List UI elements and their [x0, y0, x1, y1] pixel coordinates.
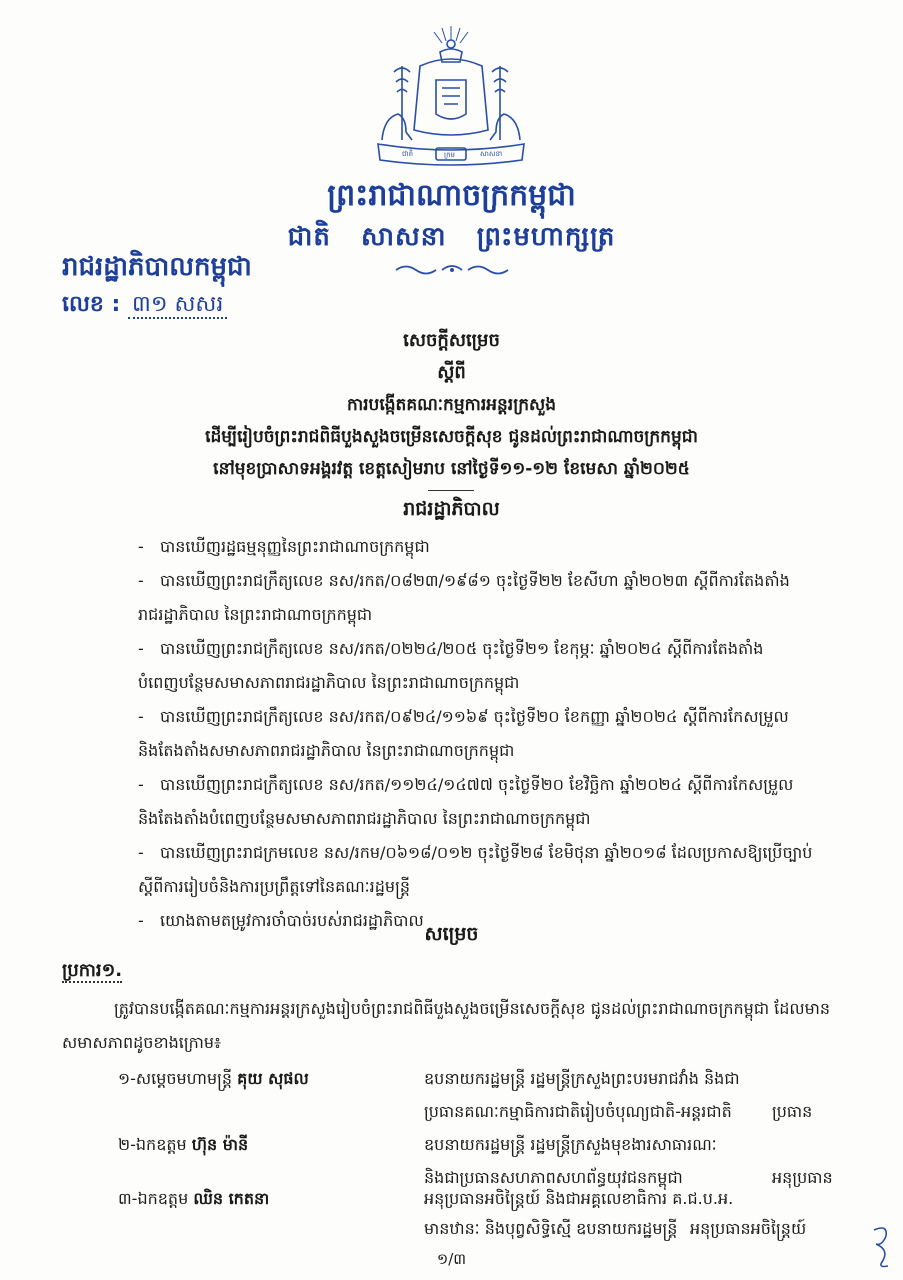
consideration-item — [138, 768, 858, 836]
decision-heading: សម្រេច — [424, 923, 479, 945]
consideration-line: ស្តីពីការរៀបចំនិងការប្រព្រឹត្តទៅនៃគណៈរដ្ឋមន្ត្រី — [138, 877, 410, 896]
government-name: រាជរដ្ឋាភិបាលកម្ពុជា — [62, 252, 252, 282]
member-1-position-line-2: ប្រធានគណៈកម្មាធិការជាតិរៀបចំបុណ្យជាតិ-អន្តរជាតិ — [424, 1102, 732, 1121]
member-3-name: ៣-ឯកឧត្តម ឈិន កេតនា — [118, 1189, 270, 1208]
list-dash: - — [138, 537, 144, 556]
kingdom-title: ព្រះរាជាណាចក្រកម្ពុជា — [327, 178, 576, 213]
member-2-position-line-2: និងជាប្រធានសហភាពសហព័ន្ធយុវជនកម្ពុជា — [424, 1168, 683, 1187]
document-number — [62, 290, 227, 322]
member-1-name: ១-សម្តេចមហាមន្ត្រី គុយ សុផល — [118, 1069, 309, 1088]
member-1-role: ប្រធាន — [772, 1102, 813, 1121]
consideration-line: បានឃើញព្រះរាជក្រឹត្យលេខ នស/រកត/០២២៤/២០៥ ចុះថ្ងៃទី២១ ខែកុម្ភៈ ឆ្នាំ២០២៤ ស្តីពីការតែងតាំង — [160, 639, 764, 658]
document-number-label: លេខ : — [62, 292, 121, 317]
issuer-heading: រាជរដ្ឋាភិបាល — [403, 498, 500, 520]
member-3-role: អនុប្រធានអចិន្ត្រៃយ៍ — [690, 1219, 807, 1238]
consideration-line: និងតែងតាំងបំពេញបន្ថែមសមាសភាពរាជរដ្ឋាភិបាល នៃព្រះរាជាណាចក្រកម្ពុជា — [138, 809, 591, 828]
member-2-role: អនុប្រធាន — [772, 1168, 833, 1187]
document-number-value: ៣១ សសរ — [128, 292, 227, 319]
royal-coat-of-arms-emblem — [372, 22, 530, 170]
list-dash: - — [138, 911, 144, 930]
title-line-3: ការបង្កើតគណៈកម្មការអន្តរក្រសួង — [346, 395, 557, 415]
consideration-line: រាជរដ្ឋាភិបាល នៃព្រះរាជាណាចក្រកម្ពុជា — [138, 605, 373, 624]
initials-signature-mark — [868, 1222, 898, 1272]
list-dash: - — [138, 843, 144, 862]
considerations-list — [138, 530, 858, 938]
member-2-name: ២-ឯកឧត្តម ហ៊ុន ម៉ានី — [118, 1135, 249, 1154]
consideration-item — [138, 530, 858, 564]
emblem-text-center: ក្រម — [444, 151, 455, 159]
title-line-2: ស្តីពី — [437, 362, 466, 383]
member-3-position-line-2: មានឋានៈ និងបុព្វសិទ្ធិស្មើ ឧបនាយករដ្ឋមន្ត្រី — [424, 1219, 678, 1238]
list-dash: - — [138, 775, 144, 794]
consideration-line: បានឃើញព្រះរាជក្រមលេខ នស/រកម/០៦១៨/០១២ ចុះថ្ងៃទី២៨ ខែមិថុនា ឆ្នាំ២០១៨ ដែលប្រកាសឱ្យប្រើច្បាប់ — [160, 843, 813, 862]
consideration-line: បានឃើញរដ្ឋធម្មនុញ្ញនៃព្រះរាជាណាចក្រកម្ពុជា — [160, 537, 430, 556]
consideration-line: បំពេញបន្ថែមសមាសភាពរាជរដ្ឋាភិបាល នៃព្រះរាជាណាចក្រកម្ពុជា — [138, 673, 520, 692]
consideration-line: បានឃើញព្រះរាជក្រឹត្យលេខ នស/រកត/០៩២៤/១១៦៩ ចុះថ្ងៃទី២០ ខែកញ្ញា ឆ្នាំ២០២៤ ស្តីពីការកែសម្រួល — [160, 707, 789, 726]
consideration-line: បានឃើញព្រះរាជក្រឹត្យលេខ នស/រកត/១១២៤/១៤៧៧ ចុះថ្ងៃទី២០ ខែវិច្ឆិកា ឆ្នាំ២០២៤ ស្តីពីការកែសម្រួល — [160, 775, 794, 794]
title-line-4: ដើម្បីរៀបចំព្រះរាជពិធីបួងសួងចម្រើនសេចក្តីសុខ ជូនដល់ព្រះរាជាណាចក្រកម្ពុជា — [205, 427, 698, 447]
consideration-line: បានឃើញព្រះរាជក្រឹត្យលេខ នស/រកត/០៨២៣/១៩៨១ ចុះថ្ងៃទី២២ ខែសីហា ឆ្នាំ២០២៣ ស្តីពីការតែងតាំង — [160, 571, 790, 590]
title-divider — [428, 490, 474, 491]
consideration-line: យោងតាមតម្រូវការចាំបាច់របស់រាជរដ្ឋាភិបាល — [160, 911, 424, 930]
consideration-item — [138, 632, 858, 700]
list-dash: - — [138, 571, 144, 590]
emblem-text-left: ជាតិ — [402, 150, 414, 158]
list-dash: - — [138, 639, 144, 658]
emblem-text-right: សាសនា — [480, 150, 503, 158]
list-dash: - — [138, 707, 144, 726]
decision-title — [0, 325, 903, 485]
consideration-item — [138, 700, 858, 768]
consideration-item — [138, 836, 858, 904]
national-motto: ជាតិ សាសនា ព្រះមហាក្សត្រ — [287, 222, 616, 252]
title-line-5: នៅមុខប្រាសាទអង្គរវត្ត ខេត្តសៀមរាប នៅថ្ងៃទី១១-១២ ខែមេសា ឆ្នាំ២០២៥ — [213, 459, 690, 479]
article-1-paragraph: ត្រូវបានបង្កើតគណៈកម្មការអន្តរក្រសួងរៀបចំព្រះរាជពិធីបួងសួងចម្រើនសេចក្តីសុខ ជូនដល់ព្រះរាជាណាចក្រកម្ពុជា ដែលមានសមាសភាពដូចខាងក្រោម៖ — [62, 999, 830, 1052]
article-1-label: ប្រការ១. — [62, 960, 123, 981]
title-line-1: សេចក្តីសម្រេច — [403, 330, 500, 351]
member-1-position-line-1: ឧបនាយករដ្ឋមន្ត្រី រដ្ឋមន្ត្រីក្រសួងព្រះបរមរាជវាំង និងជា — [424, 1069, 740, 1088]
ornamental-divider — [392, 263, 512, 277]
page-number: ១/៣ — [436, 1250, 467, 1268]
consideration-line: និងតែងតាំងសមាសភាពរាជរដ្ឋាភិបាល នៃព្រះរាជាណាចក្រកម្ពុជា — [138, 741, 515, 760]
member-2-position-line-1: ឧបនាយករដ្ឋមន្ត្រី រដ្ឋមន្ត្រីក្រសួងមុខងារសាធារណៈ — [424, 1135, 717, 1154]
member-3-position-line-1: អនុប្រធានអចិន្ត្រៃយ៍ និងជាអគ្គលេខាធិការ គ.ជ.ប.អ. — [424, 1189, 734, 1208]
consideration-item — [138, 564, 858, 632]
